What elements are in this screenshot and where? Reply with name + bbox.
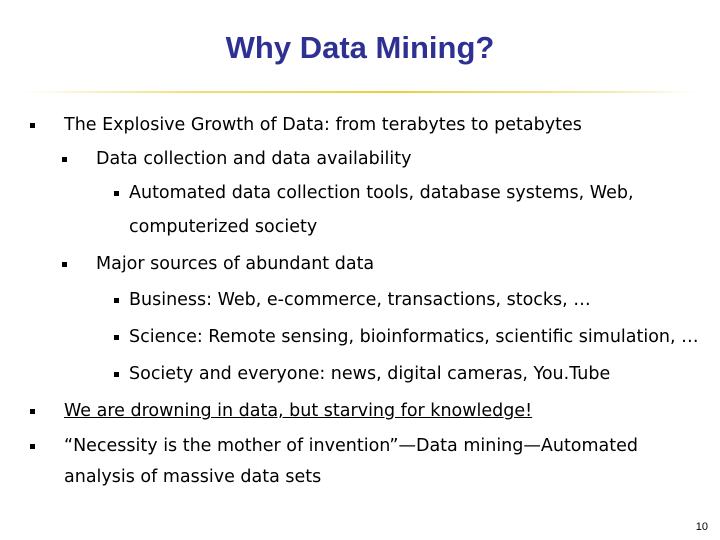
bullet-text-continuation: computerized society	[129, 217, 318, 237]
bullet-square-icon	[114, 335, 119, 340]
bullet-text: Data collection and data availability	[96, 149, 412, 169]
bullet-text: Business: Web, e-commerce, transactions, stocks, …	[129, 290, 591, 310]
bullet-square-icon	[30, 123, 35, 128]
bullet-square-icon	[62, 157, 67, 162]
slide-title: Why Data Mining?	[225, 30, 495, 65]
bullet-text: Major sources of abundant data	[96, 254, 375, 274]
bullet-text: Automated data collection tools, database systems, Web,	[129, 183, 634, 203]
page-number: 10	[695, 521, 708, 533]
bullet-text: We are drowning in data, but starving for knowledge!	[64, 401, 533, 421]
bullet-square-icon	[30, 444, 35, 449]
title-divider	[22, 91, 698, 93]
bullet-square-icon	[114, 372, 119, 377]
bullet-square-icon	[114, 191, 119, 196]
bullet-square-icon	[30, 409, 35, 414]
bullet-text-continuation: analysis of massive data sets	[64, 467, 322, 487]
bullet-square-icon	[114, 298, 119, 303]
bullet-text: Science: Remote sensing, bioinformatics, scientific simulation, …	[129, 327, 699, 347]
bullet-text: The Explosive Growth of Data: from terabytes to petabytes	[64, 115, 582, 135]
bullet-square-icon	[62, 262, 67, 267]
bullet-text: “Necessity is the mother of invention”—Data mining—Automated	[64, 436, 639, 456]
bullet-text: Society and everyone: news, digital cameras, You.Tube	[129, 364, 611, 384]
